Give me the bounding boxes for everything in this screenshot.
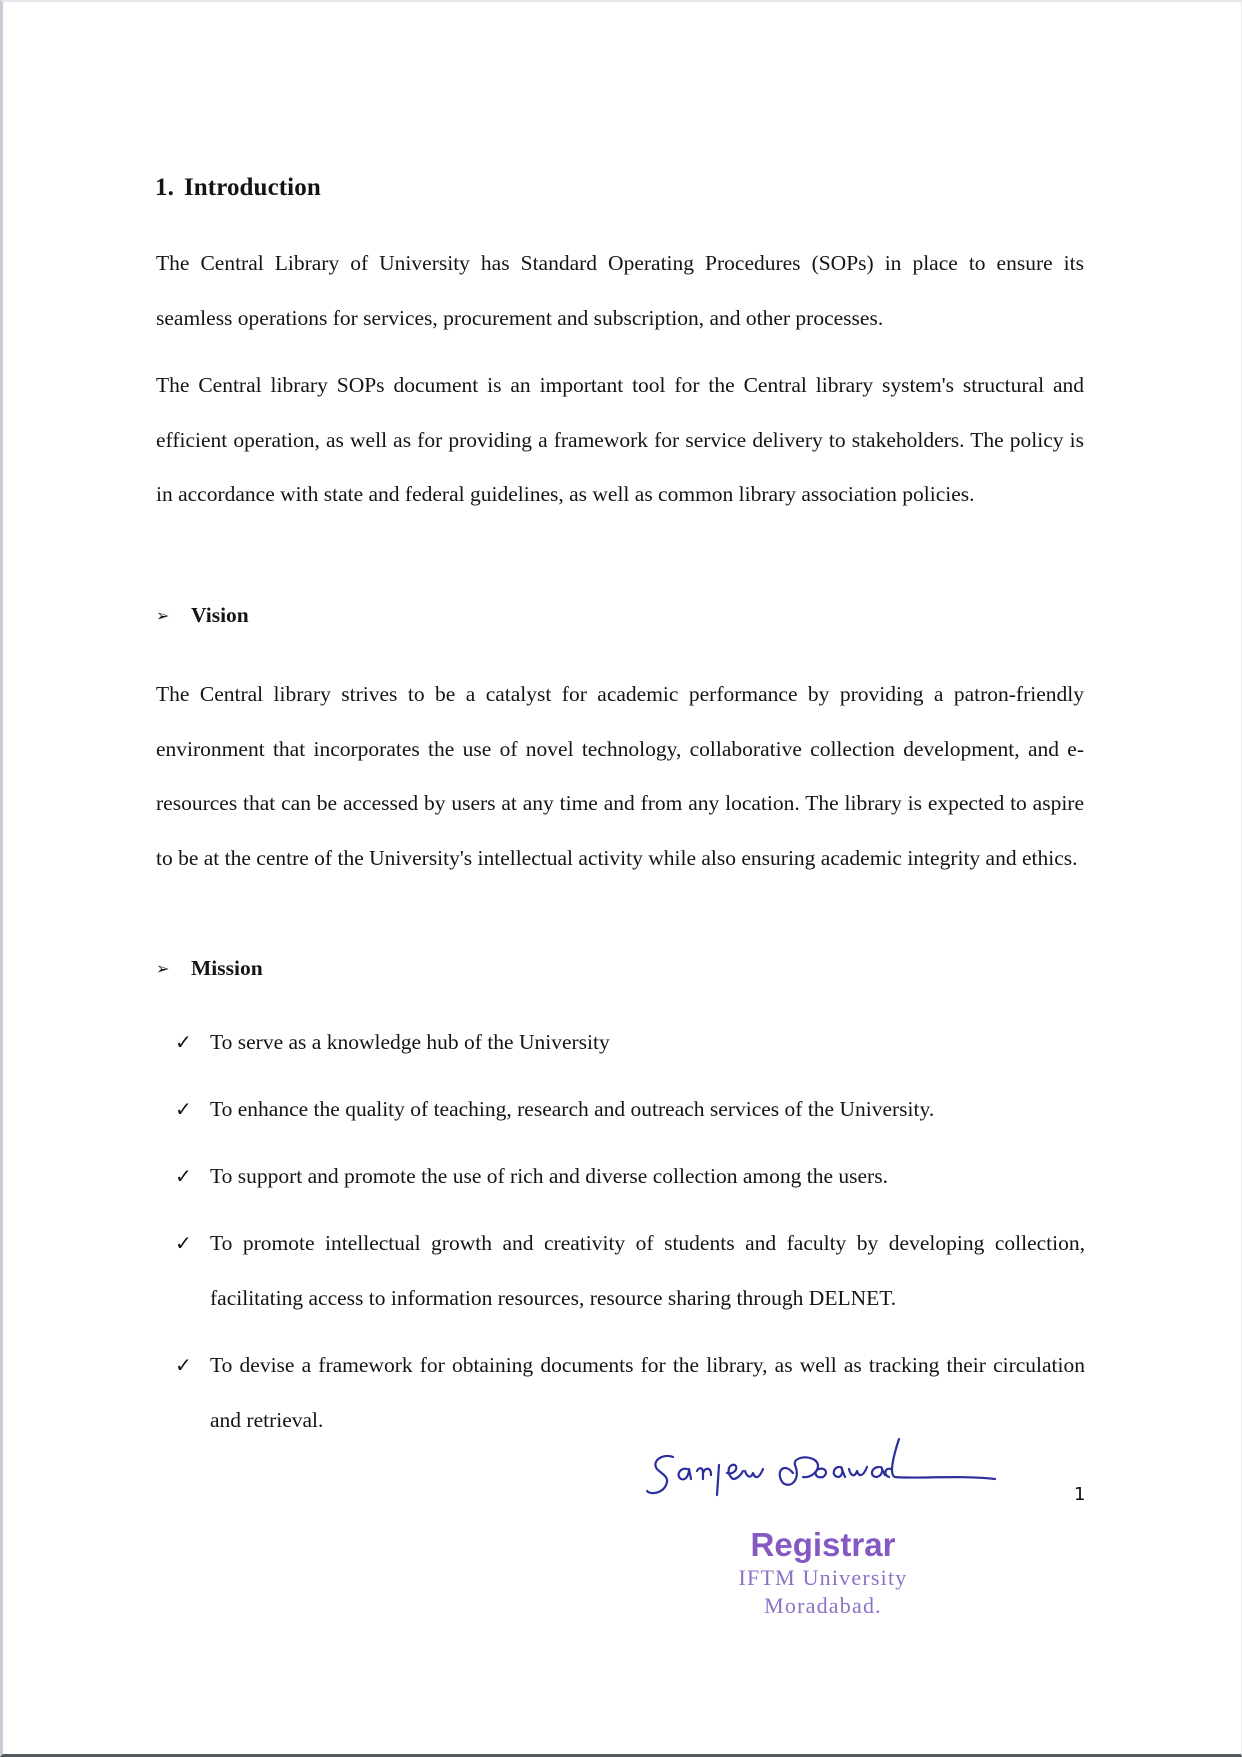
mission-item (175, 1216, 1085, 1326)
mission-heading-text: Mission (191, 956, 263, 980)
mission-item (175, 1149, 1085, 1204)
mission-item-text: To promote intellectual growth and creativity of students and faculty by developing collection, facilitating access to information resources, resource sharing through DELNET. (210, 1231, 1085, 1310)
arrow-bullet-icon: ➢ (156, 960, 170, 978)
mission-item (175, 1082, 1085, 1137)
mission-list (175, 1015, 1085, 1460)
vision-heading-text: Vision (191, 603, 249, 627)
stamp-institution: IFTM University (738, 1565, 908, 1590)
arrow-bullet-icon: ➢ (156, 607, 170, 625)
section-heading (155, 174, 321, 202)
mission-item (175, 1015, 1085, 1070)
checkmark-icon: ✓ (175, 1164, 192, 1188)
signature-ink (647, 1439, 995, 1495)
checkmark-icon: ✓ (175, 1231, 192, 1255)
section-number: 1. (155, 174, 174, 201)
mission-item-text: To devise a framework for obtaining documents for the library, as well as tracking their circulation and retrieval. (210, 1353, 1085, 1432)
stamp-title: Registrar (750, 1526, 896, 1563)
vision-paragraph: The Central library strives to be a catalyst for academic performance by providing a patron-friendly environment that incorporates the use of novel technology, collaborative collection development, and e-resources that can be accessed by users at any time and from any location. The library is expected to aspire to be at the centre of the University's intellectual activity while also ensuring academic integrity and ethics. (156, 682, 1084, 870)
handwritten-signature (643, 1417, 1003, 1517)
vision-heading (156, 603, 249, 628)
checkmark-icon: ✓ (175, 1030, 192, 1054)
mission-item-text: To support and promote the use of rich and diverse collection among the users. (210, 1164, 888, 1188)
checkmark-icon: ✓ (175, 1353, 192, 1377)
mission-item-text: To enhance the quality of teaching, research and outreach services of the University. (210, 1097, 935, 1121)
intro-paragraph-1: The Central Library of University has Standard Operating Procedures (SOPs) in place to ensure its seamless operations for services, procurement and subscription, and other processes. (156, 251, 1084, 330)
registrar-stamp (703, 1526, 943, 1620)
intro-paragraph-2: The Central library SOPs document is an important tool for the Central library system's structural and efficient operation, as well as for providing a framework for service delivery to stakeholders. The policy is in accordance with state and federal guidelines, as well as common library association policies. (156, 373, 1084, 506)
checkmark-icon: ✓ (175, 1097, 192, 1121)
page-number: 1 (1074, 1484, 1086, 1505)
stamp-location: Moradabad. (764, 1593, 882, 1618)
mission-item-text: To serve as a knowledge hub of the University (210, 1030, 610, 1054)
section-title: Introduction (183, 174, 321, 201)
mission-heading (156, 956, 263, 981)
